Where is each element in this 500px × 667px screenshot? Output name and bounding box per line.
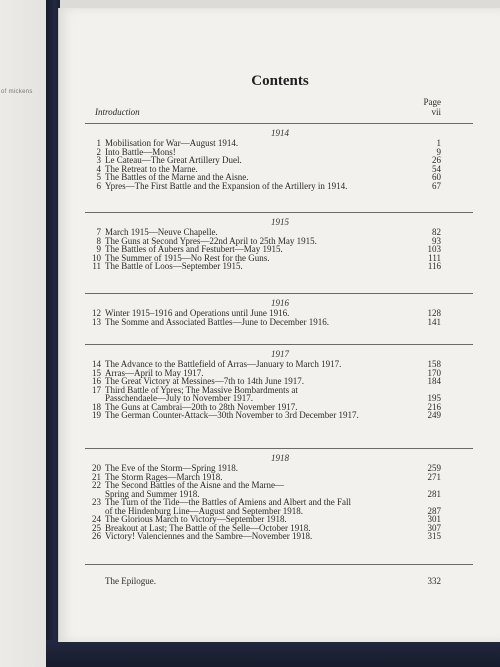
- chapter-number: 9: [96, 244, 101, 254]
- section-year-heading: 1918: [271, 453, 289, 463]
- book-cover-bottom: [46, 640, 500, 667]
- chapter-number: 15: [92, 367, 101, 378]
- chapter-number: 8: [96, 235, 101, 246]
- chapter-page: 301: [427, 514, 441, 524]
- chapter-number: 4: [96, 163, 101, 174]
- chapter-title: Victory! Valenciennes and the Sambre—November 1918.: [105, 531, 313, 541]
- chapter-page: 315: [427, 531, 441, 541]
- chapter-title: The Somme and Associated Battles—June to December 1916.: [105, 316, 329, 327]
- chapter-title: The Guns at Cambrai—20th to 28th November 1917.: [105, 401, 298, 412]
- chapter-number: 5: [96, 172, 101, 182]
- chapter-page: 82: [432, 227, 441, 237]
- chapter-page: 67: [432, 180, 441, 191]
- chapter-number: 11: [92, 261, 101, 271]
- chapter-page: 93: [432, 235, 441, 246]
- page-column-header: Page: [423, 97, 441, 107]
- chapter-page: 26: [432, 155, 441, 165]
- chapter-title: The Turn of the Tide—the Battles of Amiens and Albert and the Fall: [105, 497, 351, 507]
- chapter-number: 25: [92, 522, 101, 533]
- chapter-title: The Battle of Loos—September 1915.: [105, 261, 243, 271]
- chapter-title: Ypres—The First Battle and the Expansion of the Artillery in 1914.: [105, 180, 348, 191]
- chapter-title: Spring and Summer 1918.: [105, 488, 200, 499]
- introduction-label: Introduction: [95, 107, 140, 117]
- chapter-number: 10: [92, 252, 101, 263]
- chapter-title: Arras—April to May 1917.: [105, 367, 204, 378]
- section-year-heading: 1917: [271, 349, 289, 359]
- section-divider: [85, 293, 473, 294]
- chapter-page: 141: [427, 316, 441, 327]
- chapter-number: 2: [96, 146, 101, 157]
- chapter-page: 54: [432, 163, 441, 174]
- chapter-number: 24: [92, 514, 101, 524]
- chapter-number: 17: [92, 384, 101, 395]
- section-divider: [85, 212, 473, 213]
- left-page-edge: [0, 0, 52, 667]
- chapter-page: 195: [427, 393, 441, 403]
- chapter-number: 14: [92, 359, 101, 369]
- chapter-number: 26: [92, 531, 101, 541]
- chapter-title: The Storm Rages—March 1918.: [105, 471, 223, 482]
- chapter-page: 111: [428, 252, 441, 263]
- page-title: Contents: [251, 73, 309, 89]
- chapter-number: 13: [92, 316, 101, 327]
- chapter-title: The Battles of the Marne and the Aisne.: [105, 172, 249, 182]
- chapter-page: 116: [427, 261, 441, 271]
- chapter-title: The Guns at Second Ypres—22nd April to 25th May 1915.: [105, 235, 317, 246]
- chapter-title: The German Counter-Attack—30th November to 3rd December 1917.: [105, 410, 359, 420]
- chapter-title: The Summer of 1915—No Rest for the Guns.: [105, 252, 270, 263]
- chapter-number: 20: [92, 463, 101, 473]
- chapter-title: Le Cateau—The Great Artillery Duel.: [105, 155, 242, 165]
- chapter-number: 7: [96, 227, 101, 237]
- epilogue-label: The Epilogue.: [105, 576, 156, 586]
- chapter-number: 19: [92, 410, 101, 420]
- chapter-page: 216: [427, 401, 441, 412]
- introduction-page: vii: [431, 107, 441, 117]
- chapter-page: 158: [427, 359, 441, 369]
- chapter-page: 60: [432, 172, 441, 182]
- chapter-title: of the Hindenburg Line—August and September 1918.: [105, 505, 304, 516]
- chapter-title: Winter 1915–1916 and Operations until June 1916.: [105, 308, 290, 318]
- contents-page: [58, 8, 500, 642]
- chapter-number: 6: [96, 180, 101, 191]
- section-year-heading: 1916: [271, 298, 289, 308]
- chapter-number: 21: [92, 471, 101, 482]
- chapter-title: The Advance to the Battlefield of Arras—January to March 1917.: [105, 359, 342, 369]
- left-page-text: of mickens: [1, 89, 33, 95]
- chapter-title: March 1915—Neuve Chapelle.: [105, 227, 218, 237]
- chapter-page: 259: [427, 463, 441, 473]
- chapter-title: The Battles of Aubers and Festubert—May 1915.: [105, 244, 283, 254]
- chapter-title: Third Battle of Ypres; The Massive Bombardments at: [105, 384, 298, 395]
- section-year-heading: 1914: [271, 128, 289, 138]
- chapter-title: Passchendaele—July to November 1917.: [105, 393, 253, 403]
- section-divider: [85, 448, 473, 449]
- section-divider: [85, 564, 473, 565]
- chapter-title: Breakout at Last; The Battle of the Selle—October 1918.: [105, 522, 311, 533]
- chapter-page: 103: [427, 244, 441, 254]
- chapter-page: 9: [436, 146, 441, 157]
- chapter-title: The Retreat to the Marne.: [105, 163, 198, 174]
- chapter-number: 1: [96, 138, 101, 148]
- chapter-number: 12: [92, 308, 101, 318]
- chapter-page: 287: [427, 505, 441, 516]
- chapter-title: The Glorious March to Victory—September 1918.: [105, 514, 287, 524]
- chapter-title: Into Battle—Mons!: [105, 146, 176, 157]
- chapter-page: 271: [427, 471, 441, 482]
- chapter-number: 23: [92, 497, 101, 507]
- chapter-page: 128: [427, 308, 441, 318]
- chapter-title: The Eve of the Storm—Spring 1918.: [105, 463, 238, 473]
- chapter-title: The Great Victory at Messines—7th to 14th June 1917.: [105, 376, 305, 386]
- chapter-page: 307: [427, 522, 441, 533]
- section-year-heading: 1915: [271, 217, 289, 227]
- chapter-page: 184: [427, 376, 441, 386]
- chapter-page: 249: [427, 410, 441, 420]
- chapter-title: The Second Battles of the Aisne and the Marne—: [105, 480, 284, 490]
- chapter-number: 18: [92, 401, 101, 412]
- section-divider: [85, 344, 473, 345]
- section-divider: [85, 123, 473, 124]
- chapter-page: 1: [436, 138, 441, 148]
- chapter-number: 3: [96, 155, 101, 165]
- chapter-title: Mobilisation for War—August 1914.: [105, 138, 239, 148]
- chapter-page: 281: [427, 488, 441, 499]
- epilogue-page: 332: [427, 576, 441, 586]
- chapter-number: 16: [92, 376, 101, 386]
- chapter-page: 170: [427, 367, 441, 378]
- chapter-number: 22: [92, 480, 101, 490]
